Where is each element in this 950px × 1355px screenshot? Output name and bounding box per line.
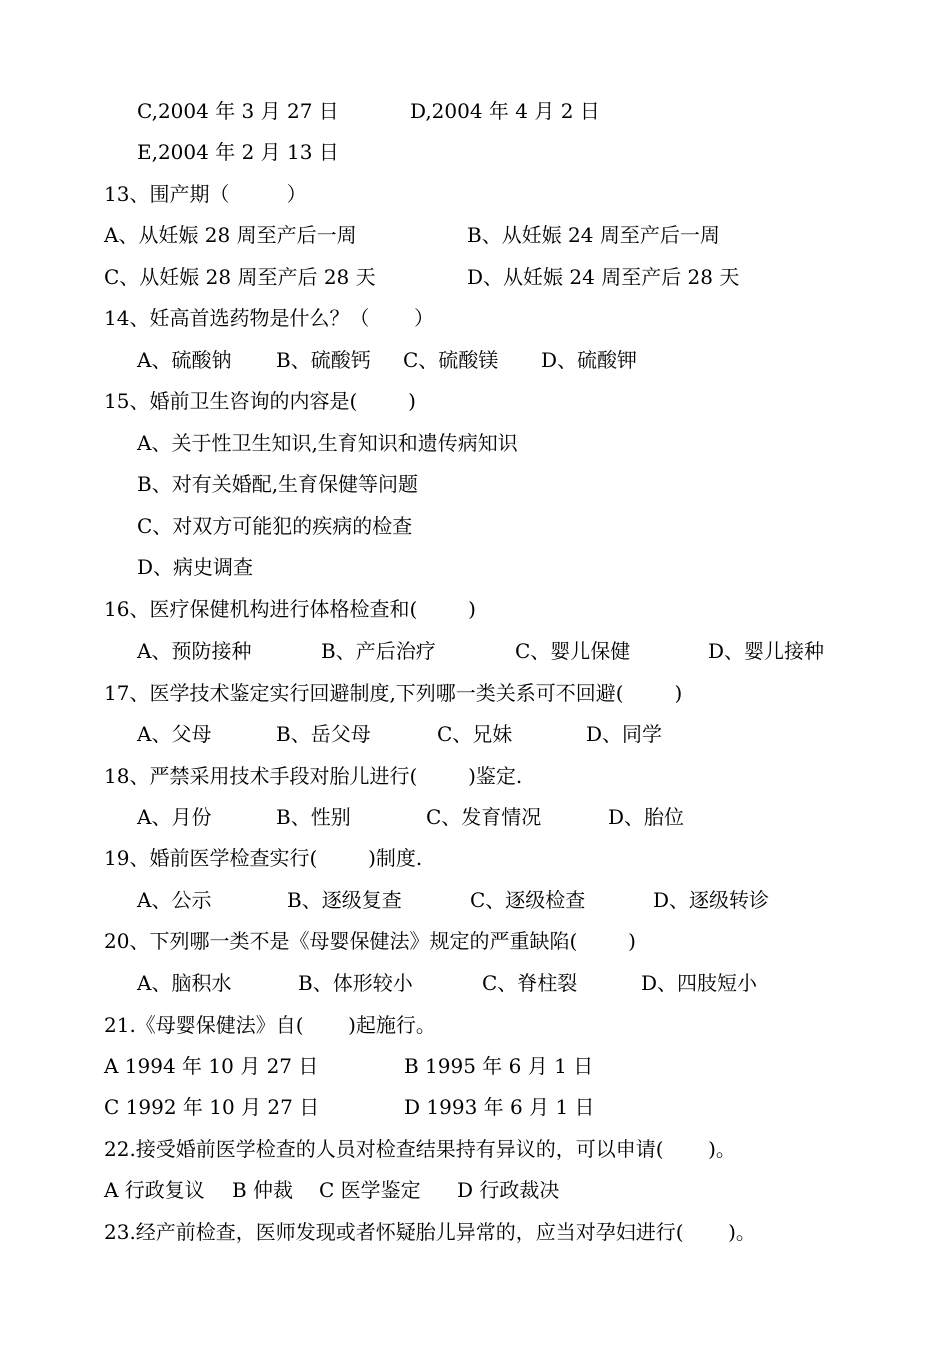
option-d: D、胎位 <box>608 805 685 829</box>
option-line <box>0 511 413 541</box>
option-d: D、同学 <box>586 722 663 746</box>
option-c: C、兄妹 <box>437 722 513 746</box>
option-d: D、病史调查 <box>137 555 254 579</box>
option-b: B、产后治疗 <box>321 639 436 663</box>
option-c: C 医学鉴定 <box>319 1178 421 1202</box>
option-line <box>0 345 638 375</box>
option-b: B、硫酸钙 <box>276 348 371 372</box>
option-b: B、体形较小 <box>298 971 413 995</box>
question-text: 15、婚前卫生咨询的内容是( ) <box>104 389 416 413</box>
option-line <box>0 636 825 666</box>
option-c: C、逐级检查 <box>470 888 586 912</box>
question-17 <box>0 678 683 708</box>
option-line <box>0 220 720 250</box>
option-a: A、公示 <box>137 888 212 912</box>
option-b: B、从妊娠 24 周至产后一周 <box>467 223 720 247</box>
question-23 <box>0 1217 756 1247</box>
option-d: D、从妊娠 24 周至产后 28 天 <box>467 265 740 289</box>
option-d: D 1993 年 6 月 1 日 <box>404 1095 595 1119</box>
option-d: D,2004 年 4 月 2 日 <box>410 99 600 123</box>
option-e: E,2004 年 2 月 13 日 <box>137 140 339 164</box>
question-13 <box>0 179 307 209</box>
option-line <box>0 1092 595 1122</box>
option-line <box>0 719 663 749</box>
option-a: A 1994 年 10 月 27 日 <box>104 1054 319 1078</box>
option-line <box>0 96 600 126</box>
question-text: 17、医学技术鉴定实行回避制度,下列哪一类关系可不回避( ) <box>104 681 683 705</box>
option-a: A、从妊娠 28 周至产后一周 <box>104 223 357 247</box>
option-a: A、关于性卫生知识,生育知识和遗传病知识 <box>137 431 518 455</box>
option-line <box>0 469 419 499</box>
option-line <box>0 428 518 458</box>
option-c: C、发育情况 <box>426 805 542 829</box>
option-a: A 行政复议 <box>104 1178 205 1202</box>
question-text: 16、医疗保健机构进行体格检查和( ) <box>104 597 476 621</box>
option-c: C、对双方可能犯的疾病的检查 <box>137 514 413 538</box>
question-text: 19、婚前医学检查实行( )制度. <box>104 846 423 870</box>
option-c: C、婴儿保健 <box>515 639 631 663</box>
question-22 <box>0 1134 736 1164</box>
option-line <box>0 1051 594 1081</box>
option-d: D 行政裁决 <box>457 1178 560 1202</box>
option-line <box>0 137 339 167</box>
option-a: A、月份 <box>137 805 212 829</box>
option-c: C、脊柱裂 <box>482 971 578 995</box>
question-text: 13、围产期（ ） <box>104 182 307 206</box>
question-text: 20、下列哪一类不是《母婴保健法》规定的严重缺陷( ) <box>104 929 636 953</box>
question-16 <box>0 594 476 624</box>
option-a: A、脑积水 <box>137 971 232 995</box>
option-c: C,2004 年 3 月 27 日 <box>137 99 339 123</box>
question-text: 21.《母婴保健法》自( )起施行。 <box>104 1013 436 1037</box>
question-14 <box>0 303 434 333</box>
option-b: B 仲裁 <box>232 1178 294 1202</box>
question-text: 18、严禁采用技术手段对胎儿进行( )鉴定. <box>104 764 523 788</box>
option-line <box>0 1175 560 1205</box>
option-b: B、岳父母 <box>276 722 371 746</box>
option-b: B、对有关婚配,生育保健等问题 <box>137 472 419 496</box>
question-15 <box>0 386 416 416</box>
option-b: B、逐级复查 <box>287 888 402 912</box>
option-c: C 1992 年 10 月 27 日 <box>104 1095 320 1119</box>
question-19 <box>0 843 423 873</box>
option-line <box>0 802 685 832</box>
question-text: 14、妊高首选药物是什么？（ ） <box>104 306 434 330</box>
question-20 <box>0 926 636 956</box>
option-a: A、预防接种 <box>137 639 252 663</box>
option-line <box>0 968 758 998</box>
question-text: 22.接受婚前医学检查的人员对检查结果持有异议的，可以申请( )。 <box>104 1137 736 1161</box>
option-d: D、硫酸钾 <box>541 348 638 372</box>
question-18 <box>0 761 523 791</box>
option-b: B 1995 年 6 月 1 日 <box>404 1054 594 1078</box>
option-d: D、婴儿接种 <box>708 639 825 663</box>
option-c: C、从妊娠 28 周至产后 28 天 <box>104 265 376 289</box>
option-a: A、父母 <box>137 722 212 746</box>
option-line <box>0 262 740 292</box>
option-c: C、硫酸镁 <box>403 348 499 372</box>
option-d: D、四肢短小 <box>641 971 758 995</box>
question-text: 23.经产前检查，医师发现或者怀疑胎儿异常的，应当对孕妇进行( )。 <box>104 1220 756 1244</box>
option-line <box>0 552 254 582</box>
option-line <box>0 885 770 915</box>
option-b: B、性别 <box>276 805 351 829</box>
option-d: D、逐级转诊 <box>653 888 770 912</box>
option-a: A、硫酸钠 <box>137 348 232 372</box>
question-21 <box>0 1010 436 1040</box>
